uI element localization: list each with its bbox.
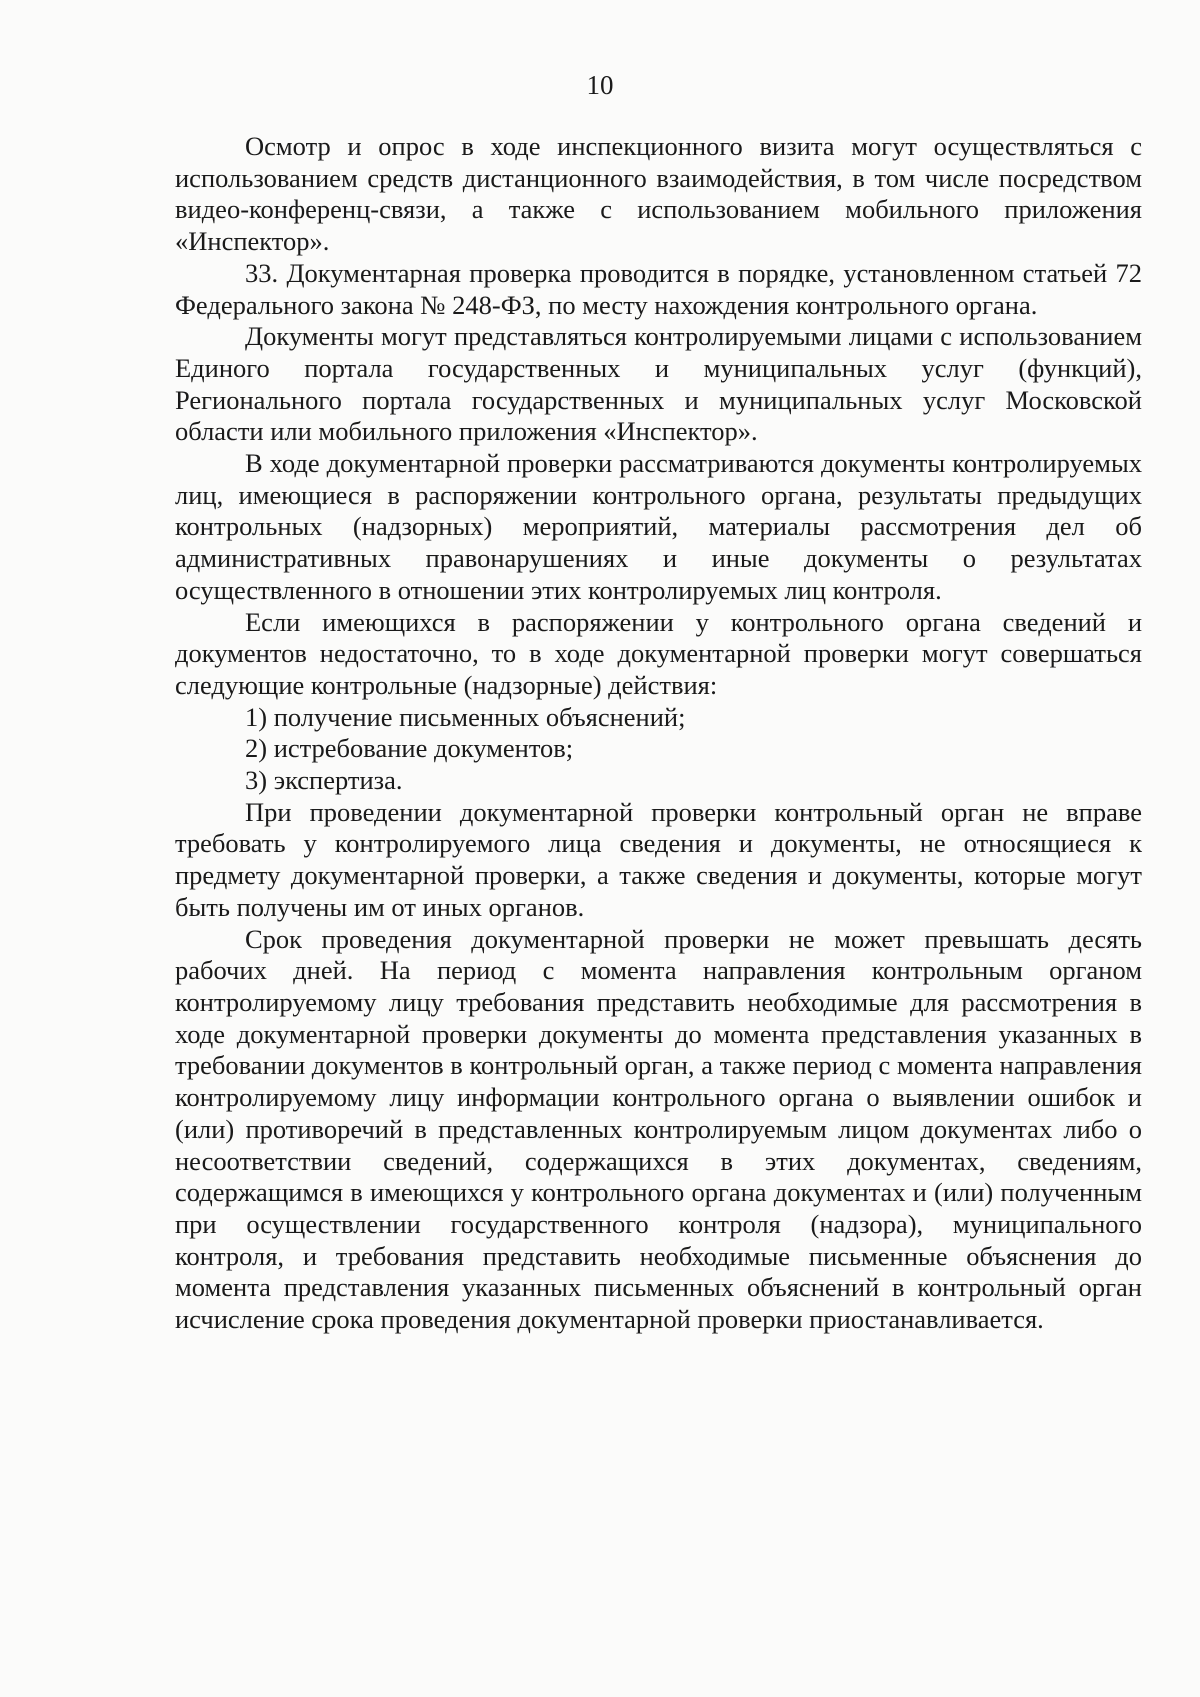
list-item-expertise: 3) экспертиза. — [245, 765, 403, 796]
paragraph-check-duration: Срок проведения документарной проверки не может превышать десять рабочих дней. На период с момента направления контрольным органом контролируемому лицу требования представить необходимые для рассмотрения в ходе документарной проверки документы до момента представления указанных в требовании документов в контрольный орган, а также период с момента направления контролируемому лицу информации контрольного органа о выявлении ошибок и (или) противоречий в представленных контролируемым лицом документах либо о несоответствии сведений, содержащихся в этих документах, сведениям, содержащимся в имеющихся у контрольного органа документах и (или) полученным при осуществлении государственного контроля (надзора), муниципального контроля, и требования представить необходимые письменные объяснения до момента представления указанных письменных объяснений в контрольный орган исчисление срока проведения документарной проверки приостанавливается. — [175, 923, 1142, 1335]
list-item-explanations: 1) получение письменных объяснений; — [245, 701, 686, 732]
document-body — [175, 131, 1142, 1336]
paragraph-inspection-remote: Осмотр и опрос в ходе инспекционного визита могут осуществляться с использованием средств дистанционного взаимодействия, в том числе посредством видео-конференц-связи, а также с использованием мобильного приложения «Инспектор». — [175, 131, 1142, 257]
paragraph-33-documentary-check: 33. Документарная проверка проводится в порядке, установленном статьей 72 Федерального закона № 248-ФЗ, по месту нахождения контрольного органа. — [175, 257, 1142, 320]
page-number: 10 — [586, 70, 614, 100]
paragraph-not-entitled: При проведении документарной проверки контрольный орган не вправе требовать у контролируемого лица сведения и документы, не относящиеся к предмету документарной проверки, а также сведения и документы, которые могут быть получены им от иных органов. — [175, 796, 1142, 922]
paragraph-documents-reviewed: В ходе документарной проверки рассматриваются документы контролируемых лиц, имеющиеся в распоряжении контрольного органа, результаты предыдущих контрольных (надзорных) мероприятий, материалы рассмотрения дел об административных правонарушениях и иные документы о результатах осуществленного в отношении этих контролируемых лиц контроля. — [175, 448, 1142, 605]
list-item-documents-request: 2) истребование документов; — [245, 733, 574, 764]
paragraph-insufficient-info: Если имеющихся в распоряжении у контрольного органа сведений и документов недостаточно, то в ходе документарной проверки могут совершаться следующие контрольные (надзорные) действия: — [175, 606, 1142, 700]
paragraph-documents-submission: Документы могут представляться контролируемыми лицами с использованием Единого портала государственных и муниципальных услуг (функций), Регионального портала государственных и муниципальных услуг Московской области или мобильного приложения «Инспектор». — [175, 321, 1142, 447]
